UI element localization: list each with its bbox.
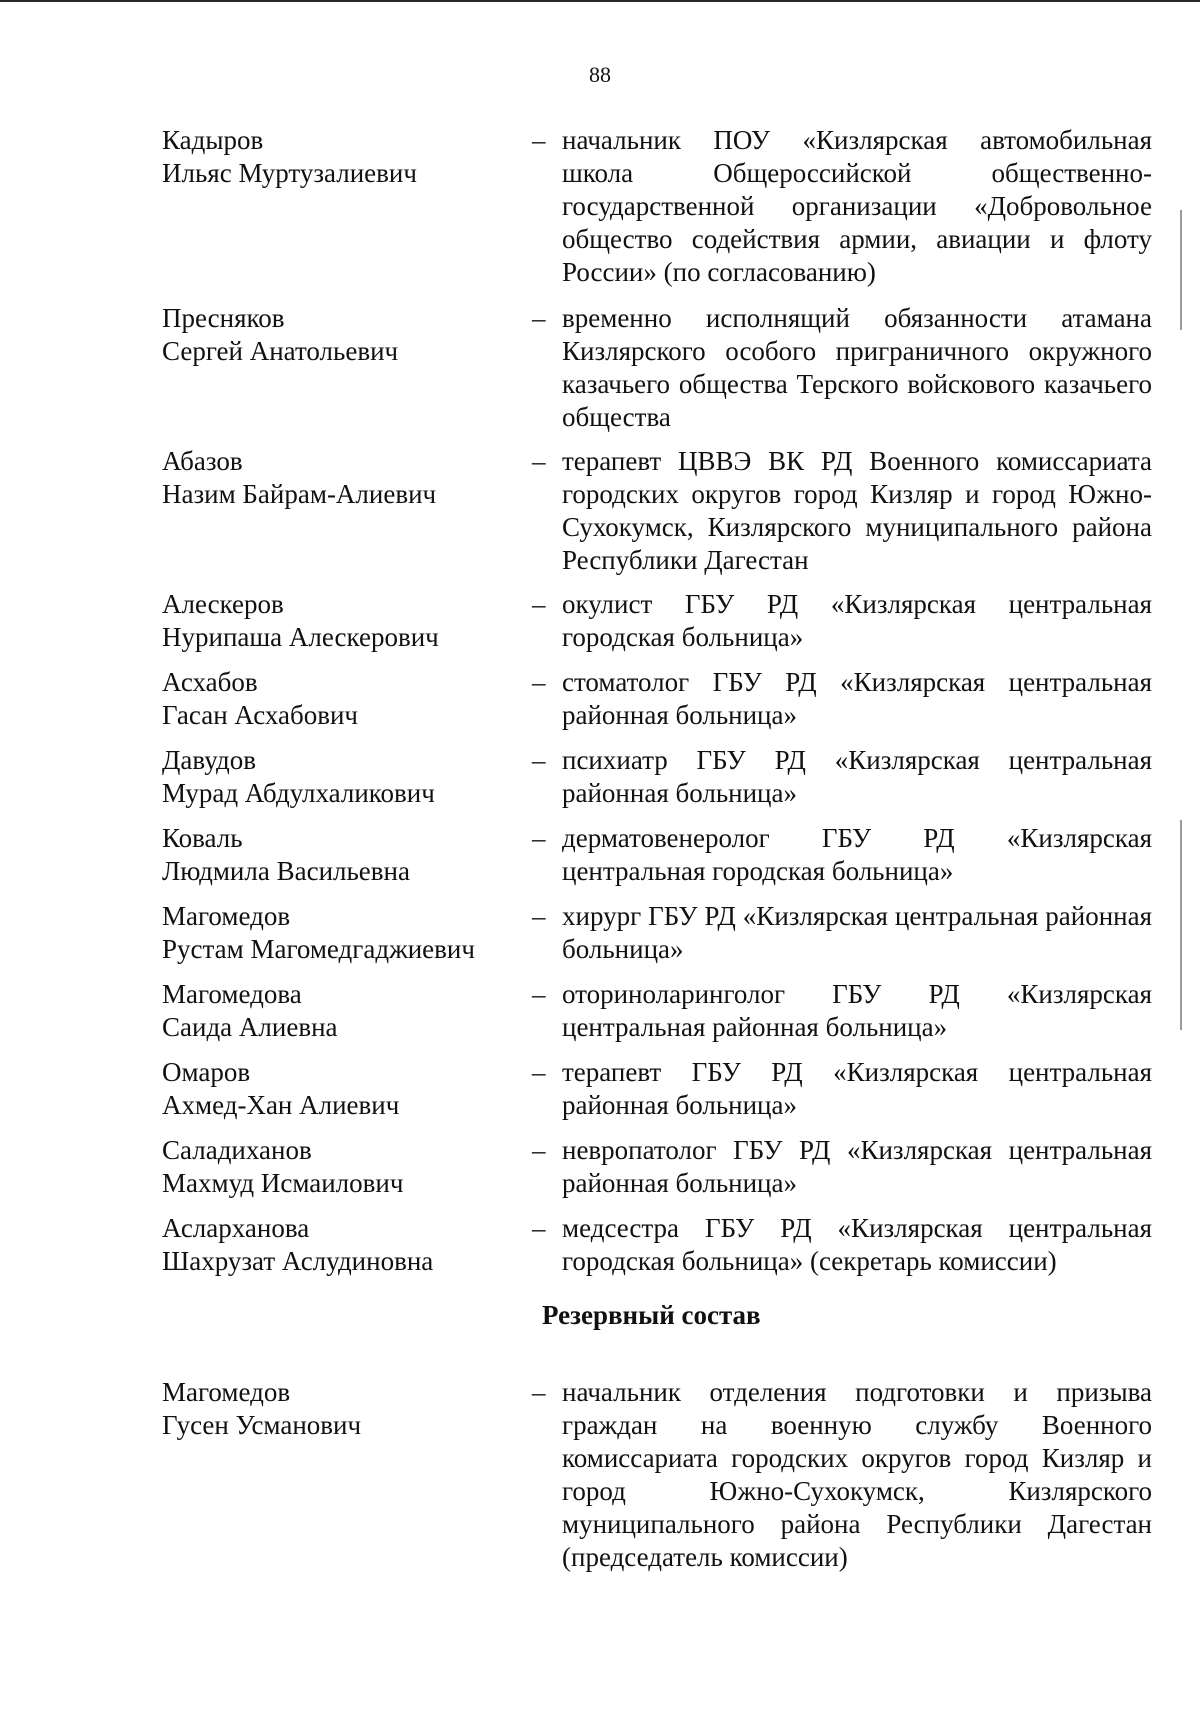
page-number: 88 [589,62,611,87]
member-surname: Давудов [162,745,257,775]
member-given-name: Сергей Анатольевич [162,336,399,366]
member-role: начальник ПОУ «Кизлярская автомобильная школа Общероссийской общественно-государственной организации «Добровольное общество содействия армии, авиации и флоту России» (по согласованию) [562,125,1152,287]
member-surname: Алескеров [162,589,284,619]
reserve-section-heading: Резервный состав [542,1300,761,1330]
member-name [162,822,542,888]
member-role: хирург ГБУ РД «Кизлярская центральная районная больница» [562,901,1152,964]
member-name [162,666,542,732]
top-rule [0,0,1200,2]
dash: – [532,446,546,476]
member-name [162,900,542,966]
member-surname: Асхабов [162,667,258,697]
member-given-name: Мурад Абдулхаликович [162,778,435,808]
member-name [162,1134,542,1200]
member-role: стоматолог ГБУ РД «Кизлярская центральная районная больница» [562,667,1152,730]
dash: – [532,823,546,853]
member-name [162,302,542,368]
dash: – [532,1135,546,1165]
member-role: начальник отделения подготовки и призыва граждан на военную службу Военного комиссариата городских округов город Кизляр и город Южно-Сухокумск, Кизлярского муниципального района Республики Дагестан (председатель комиссии) [562,1377,1152,1572]
member-surname: Асларханова [162,1213,310,1243]
member-surname: Абазов [162,446,243,476]
member-name [162,978,542,1044]
member-role: невропатолог ГБУ РД «Кизлярская центральная районная больница» [562,1135,1152,1198]
dash: – [532,979,546,1009]
dash: – [532,745,546,775]
member-given-name: Назим Байрам-Алиевич [162,479,437,509]
member-surname: Саладиханов [162,1135,312,1165]
member-given-name: Гусен Усманович [162,1410,362,1440]
member-role: психиатр ГБУ РД «Кизлярская центральная районная больница» [562,745,1152,808]
member-given-name: Нурипаша Алескерович [162,622,439,652]
member-role: окулист ГБУ РД «Кизлярская центральная городская больница» [562,589,1152,652]
dash: – [532,125,546,155]
dash: – [532,667,546,697]
member-name [162,1056,542,1122]
member-surname: Магомедов [162,1377,291,1407]
member-surname: Магомедов [162,901,291,931]
member-given-name: Шахрузат Аслудиновна [162,1246,434,1276]
member-name [162,1212,542,1278]
member-surname: Кадыров [162,125,264,155]
member-given-name: Людмила Васильевна [162,856,410,886]
member-surname: Магомедова [162,979,302,1009]
dash: – [532,1057,546,1087]
dash: – [532,1377,546,1407]
member-role: терапевт ГБУ РД «Кизлярская центральная районная больница» [562,1057,1152,1120]
member-surname: Коваль [162,823,243,853]
member-given-name: Рустам Магомедгаджиевич [162,934,475,964]
member-given-name: Ильяс Муртузалиевич [162,158,417,188]
member-name [162,744,542,810]
member-name [162,124,542,190]
member-given-name: Махмуд Исмаилович [162,1168,404,1198]
member-name [162,445,542,511]
member-role: медсестра ГБУ РД «Кизлярская центральная городская больница» (секретарь комиссии) [562,1213,1152,1276]
member-given-name: Гасан Асхабович [162,700,359,730]
member-role: дерматовенеролог ГБУ РД «Кизлярская центральная городская больница» [562,823,1152,886]
member-given-name: Ахмед-Хан Алиевич [162,1090,400,1120]
member-surname: Пресняков [162,303,285,333]
scan-margin-mark [1180,820,1182,1030]
member-surname: Омаров [162,1057,251,1087]
member-given-name: Саида Алиевна [162,1012,338,1042]
dash: – [532,589,546,619]
member-name [162,1376,542,1442]
dash: – [532,901,546,931]
member-role: временно исполнящий обязанности атамана Кизлярского особого приграничного окружного казачьего общества Терского войскового казачьего общества [562,303,1152,432]
dash: – [532,303,546,333]
member-role: оториноларинголог ГБУ РД «Кизлярская центральная районная больница» [562,979,1152,1042]
member-role: терапевт ЦВВЭ ВК РД Военного комиссариата городских округов город Кизляр и город Южно-Сухокумск, Кизлярского муниципального района Республики Дагестан [562,446,1152,575]
scan-margin-mark [1180,210,1182,330]
dash: – [532,1213,546,1243]
member-name [162,588,542,654]
